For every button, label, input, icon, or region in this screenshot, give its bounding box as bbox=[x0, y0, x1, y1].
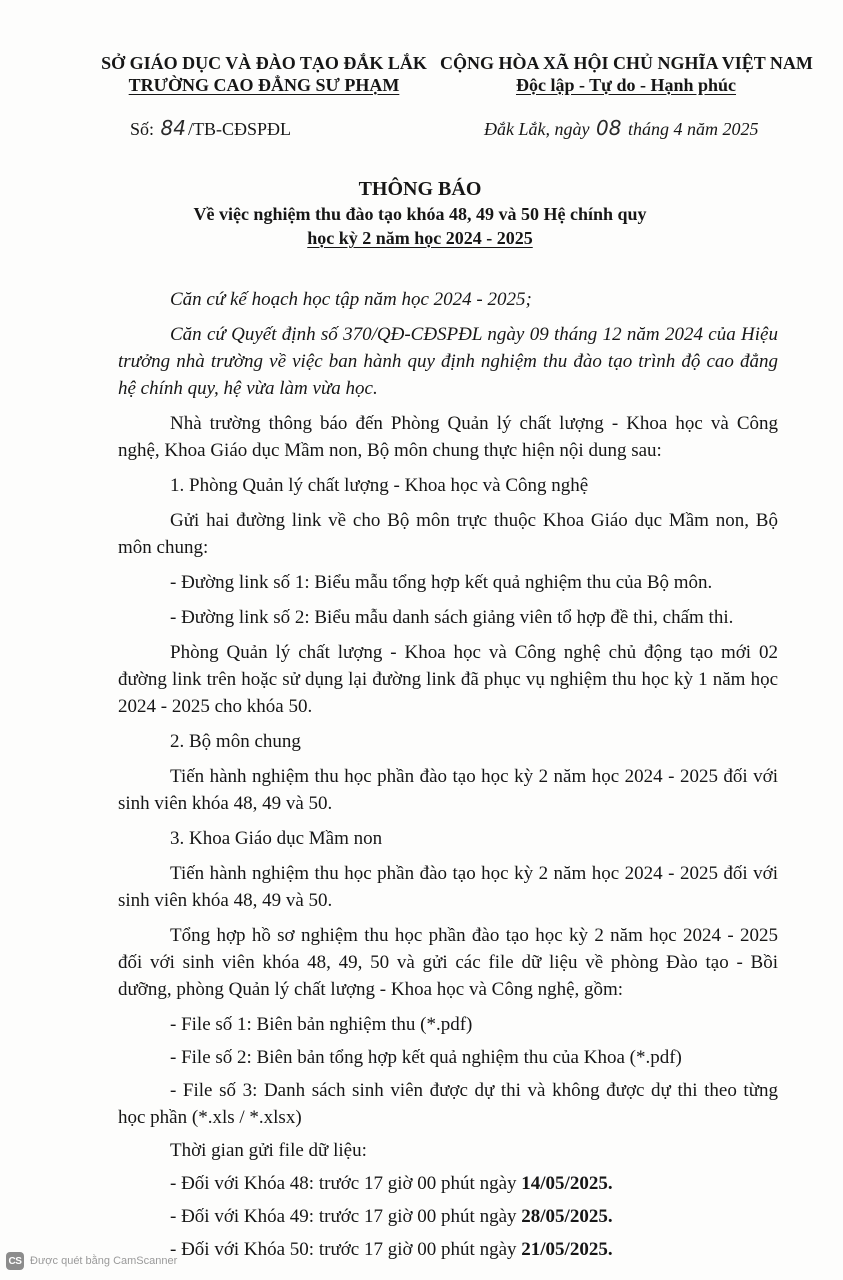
deadline-k49-date: 28/05/2025. bbox=[521, 1206, 613, 1227]
deadline-k50-text: - Đối với Khóa 50: trước 17 giờ 00 phút ngày bbox=[170, 1239, 522, 1260]
document-number bbox=[130, 116, 291, 140]
file-2-item: - File số 2: Biên bản tổng hợp kết quả nghiệm thu của Khoa (*.pdf) bbox=[170, 1047, 682, 1068]
national-motto: Độc lập - Tự do - Hạnh phúc bbox=[515, 75, 737, 95]
handwritten-number: 84 bbox=[160, 116, 186, 140]
date-prefix: Đắk Lắk, ngày bbox=[484, 119, 590, 139]
deadline-k48-date: 14/05/2025. bbox=[521, 1173, 613, 1194]
notice-semester: học kỳ 2 năm học 2024 - 2025 bbox=[307, 228, 533, 248]
deadline-k49-text: - Đối với Khóa 49: trước 17 giờ 00 phút ngày bbox=[170, 1206, 522, 1227]
section-3-summary: Tổng hợp hồ sơ nghiệm thu học phần đào tạo học kỳ 2 năm học 2024 - 2025 đối với sinh viên khóa 48, 49, 50 và gửi các file dữ liệu về phòng Đào tạo - Bồi dưỡng, phòng Quản lý chất lượng - Khoa học và Công nghệ, gồm: bbox=[118, 925, 778, 1000]
handwritten-day: 08 bbox=[595, 116, 622, 140]
link-1-item: - Đường link số 1: Biểu mẫu tổng hợp kết quả nghiệm thu của Bộ môn. bbox=[170, 572, 713, 593]
link-2-item: - Đường link số 2: Biểu mẫu danh sách giảng viên tổ hợp đề thi, chấm thi. bbox=[170, 607, 734, 628]
section-3-heading: 3. Khoa Giáo dục Mầm non bbox=[170, 828, 383, 849]
file-1-item: - File số 1: Biên bản nghiệm thu (*.pdf) bbox=[170, 1014, 473, 1035]
scanner-watermark: Được quét bằng CamScanner bbox=[30, 1255, 178, 1267]
time-label: Thời gian gửi file dữ liệu: bbox=[170, 1140, 367, 1161]
scanner-footer bbox=[6, 1252, 177, 1270]
section-1-paragraph: Gửi hai đường link về cho Bộ môn trực thuộc Khoa Giáo dục Mầm non, Bộ môn chung: bbox=[118, 510, 778, 558]
deadline-k49 bbox=[118, 1203, 778, 1230]
national-header bbox=[440, 52, 812, 96]
agency-name: SỞ GIÁO DỤC VÀ ĐÀO TẠO ĐẮK LẮK bbox=[101, 53, 427, 73]
camscanner-logo-icon: CS bbox=[6, 1252, 24, 1270]
section-3-paragraph: Tiến hành nghiệm thu học phần đào tạo học kỳ 2 năm học 2024 - 2025 đối với sinh viên khóa 48, 49 và 50. bbox=[118, 863, 778, 911]
section-2-paragraph: Tiến hành nghiệm thu học phần đào tạo học kỳ 2 năm học 2024 - 2025 đối với sinh viên khóa 48, 49 và 50. bbox=[118, 766, 778, 814]
deadline-k50 bbox=[118, 1236, 778, 1263]
number-prefix: Số: bbox=[130, 119, 155, 139]
notice-subject: Về việc nghiệm thu đào tạo khóa 48, 49 và 50 Hệ chính quy bbox=[193, 204, 647, 224]
basis-plan: Căn cứ kế hoạch học tập năm học 2024 - 2025; bbox=[170, 289, 532, 310]
number-suffix: /TB-CĐSPĐL bbox=[187, 119, 291, 139]
agency-header bbox=[94, 52, 434, 96]
section-1-heading: 1. Phòng Quản lý chất lượng - Khoa học và Công nghệ bbox=[170, 475, 589, 496]
notice-body bbox=[118, 286, 778, 1269]
deadline-k48-text: - Đối với Khóa 48: trước 17 giờ 00 phút ngày bbox=[170, 1173, 522, 1194]
notice-title: THÔNG BÁO bbox=[358, 178, 482, 200]
date-suffix: tháng 4 năm 2025 bbox=[627, 119, 759, 139]
notice-title-block bbox=[150, 176, 690, 250]
section-2-heading: 2. Bộ môn chung bbox=[170, 731, 301, 752]
national-title: CỘNG HÒA XÃ HỘI CHỦ NGHĨA VIỆT NAM bbox=[440, 53, 813, 73]
document-date bbox=[484, 116, 758, 140]
deadline-k48 bbox=[118, 1170, 778, 1197]
section-1-note: Phòng Quản lý chất lượng - Khoa học và Công nghệ chủ động tạo mới 02 đường link trên hoặc sử dụng lại đường link đã phục vụ nghiệm thu học kỳ 1 năm học 2024 - 2025 cho khóa 50. bbox=[118, 642, 778, 717]
school-name: TRƯỜNG CAO ĐẲNG SƯ PHẠM bbox=[128, 75, 400, 95]
deadline-k50-date: 21/05/2025. bbox=[521, 1239, 613, 1260]
intro-paragraph: Nhà trường thông báo đến Phòng Quản lý chất lượng - Khoa học và Công nghệ, Khoa Giáo dục Mầm non, Bộ môn chung thực hiện nội dung sau: bbox=[118, 413, 778, 461]
file-3-item: - File số 3: Danh sách sinh viên được dự thi và không được dự thi theo từng học phần (*.xls / *.xlsx) bbox=[118, 1080, 778, 1128]
basis-decision: Căn cứ Quyết định số 370/QĐ-CĐSPĐL ngày 09 tháng 12 năm 2024 của Hiệu trưởng nhà trường về việc ban hành quy định nghiệm thu đào tạo trình độ cao đẳng hệ chính quy, hệ vừa làm vừa học. bbox=[118, 324, 778, 399]
